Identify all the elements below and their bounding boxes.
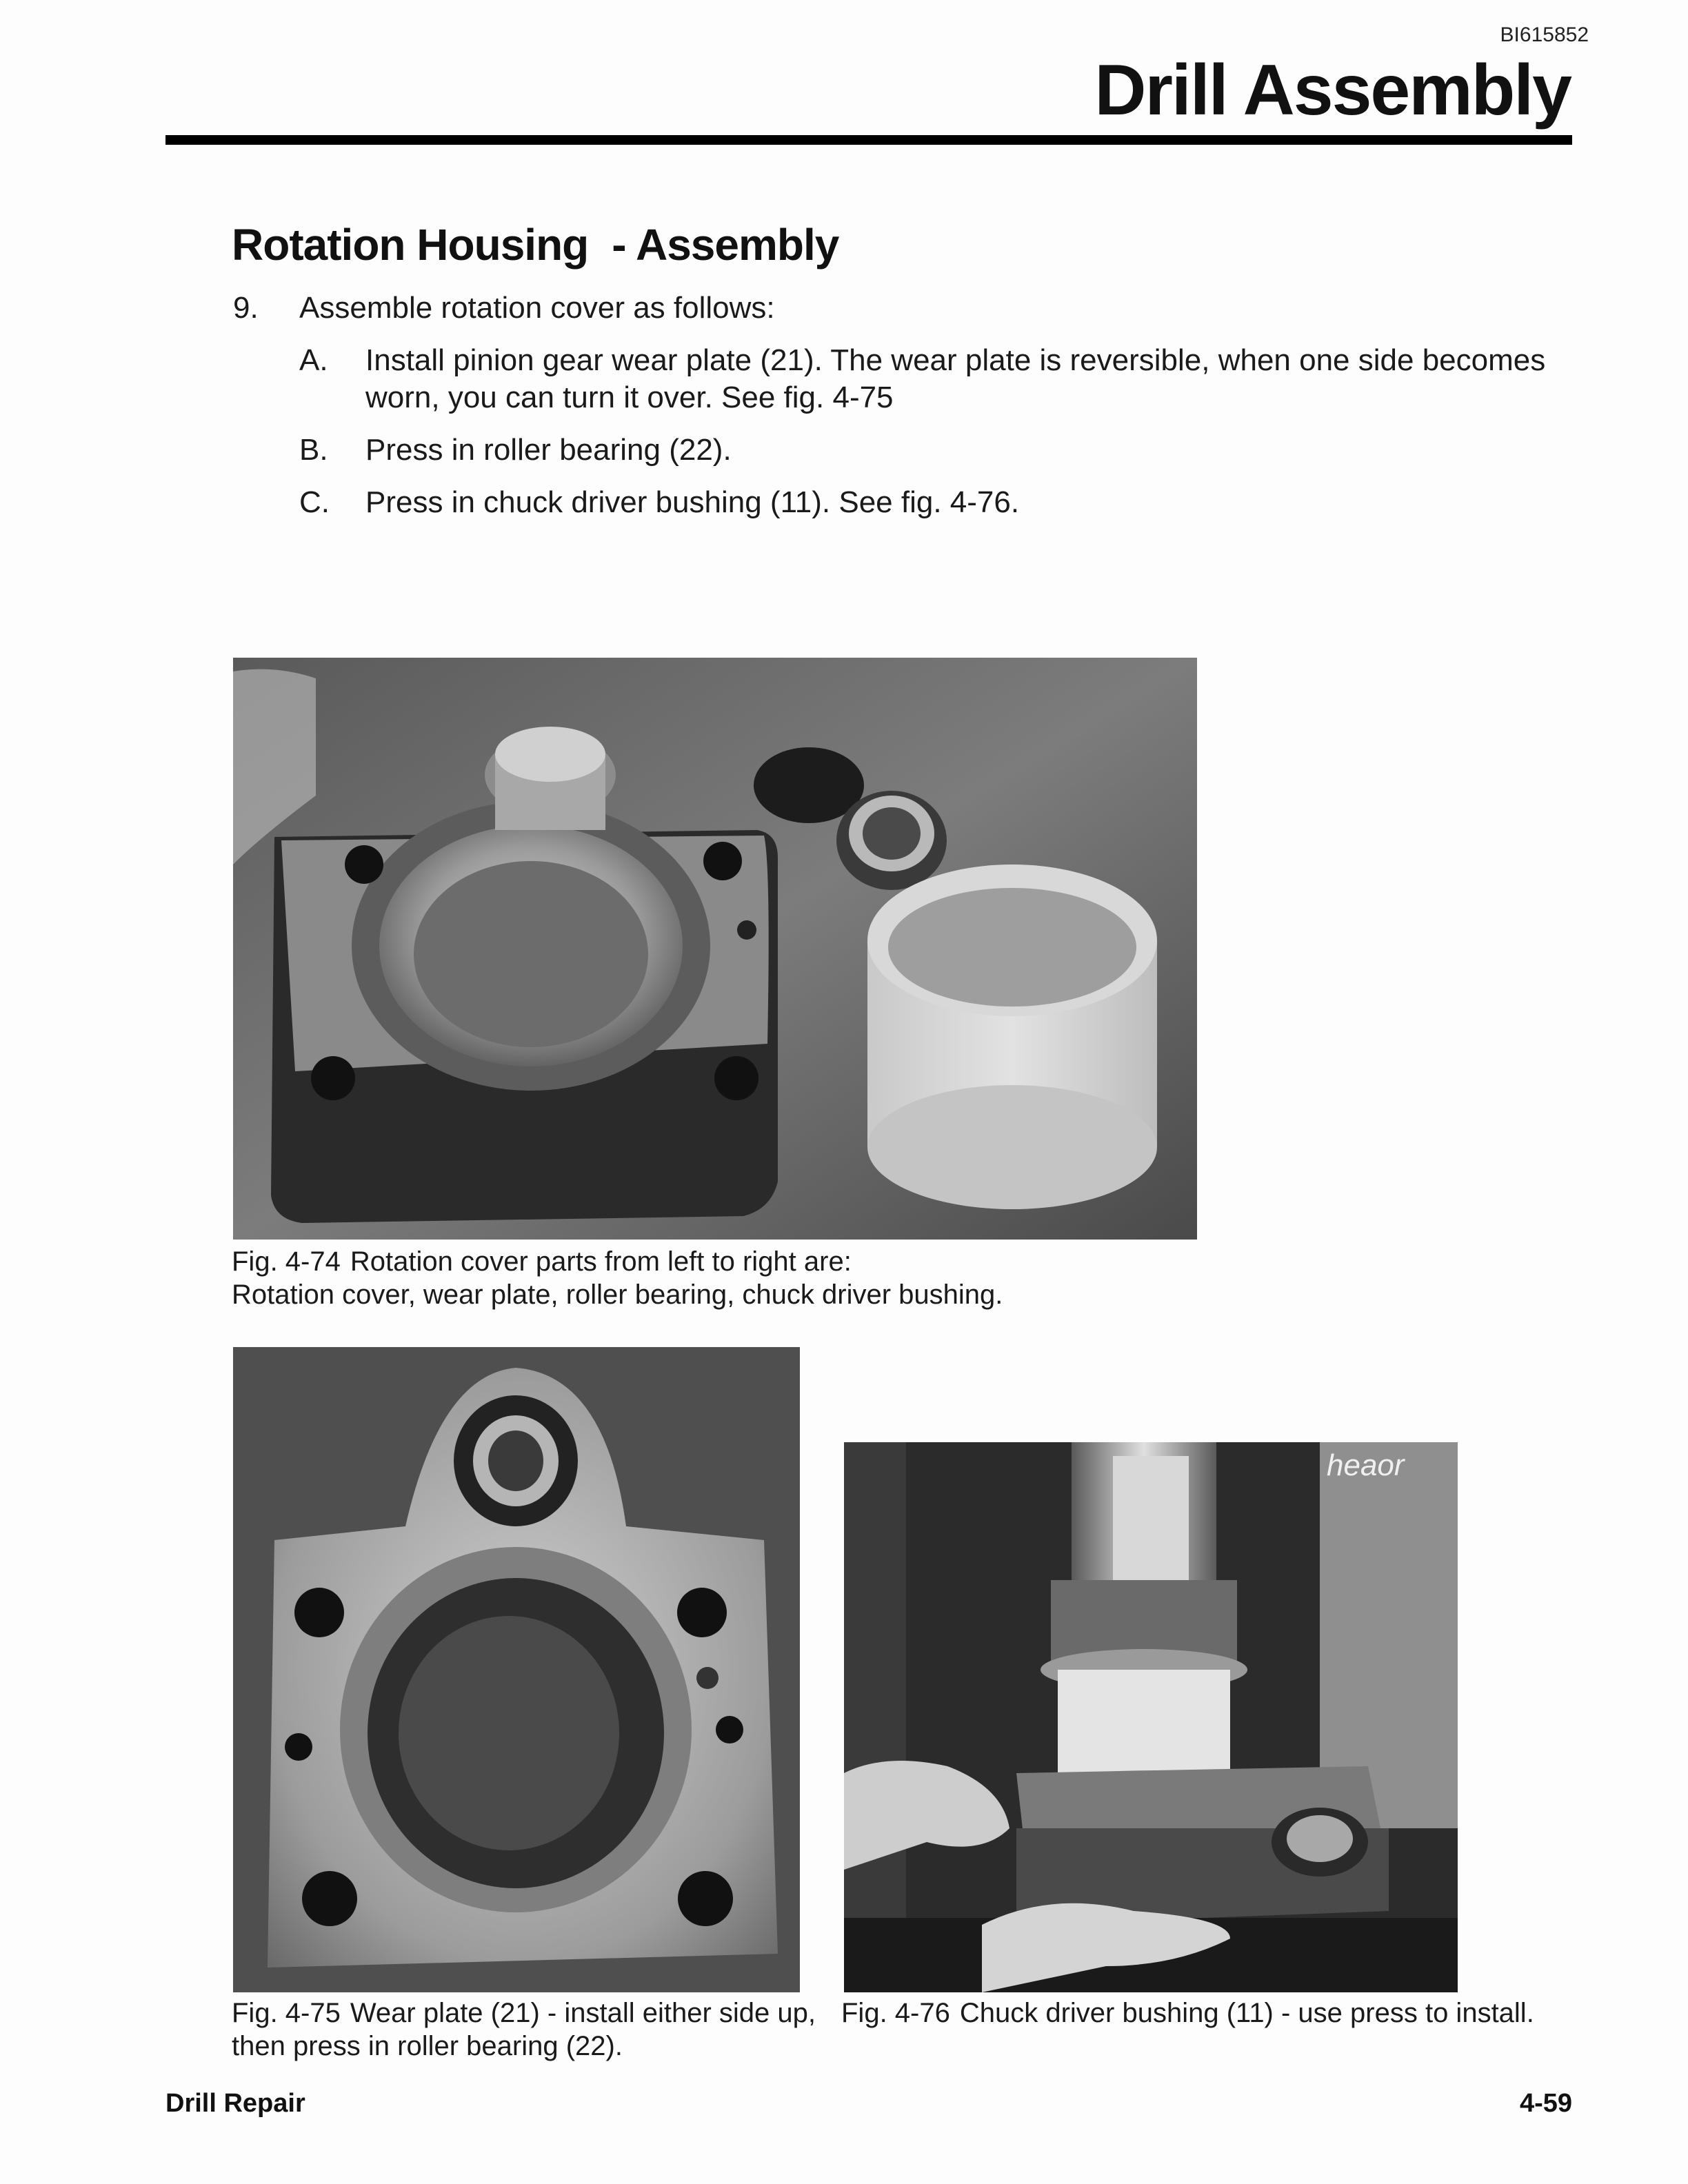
fig-4-75-photo [233, 1347, 800, 1992]
title-rule [165, 135, 1572, 145]
substep-b-letter: B. [299, 433, 328, 467]
section-heading-part1: Rotation Housing [232, 220, 589, 270]
substep-a-line1: Install pinion gear wear plate (21). The wear plate is reversible, when one side becomes [365, 343, 1546, 377]
document-id: BI615852 [1500, 23, 1589, 46]
fig-4-74-caption-line2: Rotation cover, wear plate, roller bearing, chuck driver bushing. [232, 1280, 1003, 1310]
fig-4-74-caption-line1: Rotation cover parts from left to right are: [350, 1246, 852, 1277]
page-title: Drill Assembly [1094, 50, 1571, 130]
page-number: 4-59 [1519, 2089, 1572, 2118]
fig-4-75-caption-line2: then press in roller bearing (22). [232, 2031, 623, 2061]
fig-4-76-label: Fig. 4-76 [841, 1998, 950, 2028]
substep-a-letter: A. [299, 343, 328, 377]
substep-a-line2: worn, you can turn it over. See fig. 4-75 [365, 381, 894, 414]
section-heading [232, 219, 838, 270]
fig-4-76-photo-text: heaor [1327, 1448, 1405, 1482]
substep-c-letter: C. [299, 485, 330, 519]
fig-4-75-caption-line1: Wear plate (21) - install either side up, [350, 1998, 816, 2028]
step-9-text: Assemble rotation cover as follows: [299, 291, 775, 325]
press-bushing-image [844, 1442, 1458, 1992]
step-9-number: 9. [233, 291, 259, 325]
substep-c-text: Press in chuck driver bushing (11). See fig. 4-76. [365, 485, 1020, 519]
fig-4-76-caption-line1: Chuck driver bushing (11) - use press to install. [959, 1998, 1534, 2028]
fig-4-74-caption [232, 1245, 1003, 1311]
fig-4-76-caption [841, 1996, 1534, 2030]
fig-4-76-photo [844, 1442, 1458, 1992]
fig-4-74-label: Fig. 4-74 [232, 1246, 341, 1277]
fig-4-74-photo [233, 658, 1197, 1240]
rotation-cover-parts-image [233, 658, 1197, 1240]
footer-section-name: Drill Repair [165, 2089, 305, 2118]
fig-4-75-label: Fig. 4-75 [232, 1998, 341, 2028]
wear-plate-image [233, 1347, 800, 1992]
section-heading-part2: - Assembly [612, 220, 839, 270]
fig-4-75-caption [232, 1996, 816, 2063]
substep-b-text: Press in roller bearing (22). [365, 433, 732, 467]
